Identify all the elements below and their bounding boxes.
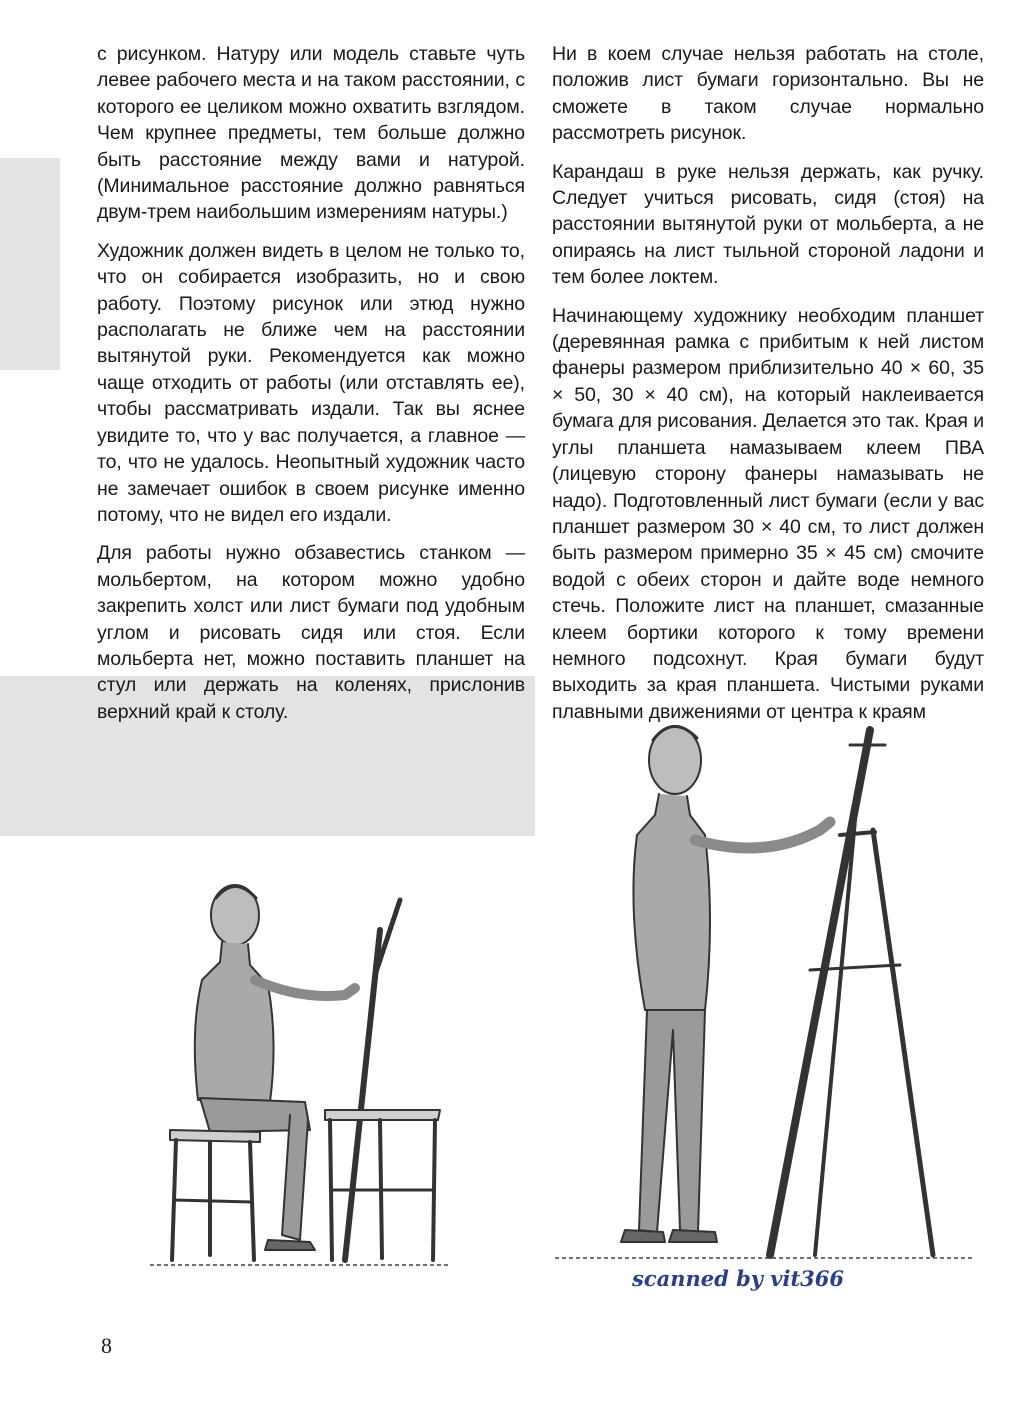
right-paragraph-3: Начинающему художнику необходим планшет (деревянная рамка с прибитым к ней листом фанеры размером приблизительно 40 × 60, 35 × 50, 30 × 40 см), на который наклеивается бумага для рисования. Делается это так. Края и углы планшета намазываем клеем ПВА (лицевую сторону фанеры намазывать не надо). Подготовленный лист бумаги (если у вас планшет размером 30 × 40 см, то лист должен быть размером примерно 35 × 45 см) смочите водой с обеих сторон и дайте воде немного стечь. Положите лист на планшет, смазанные клеем бортики которого к тому времени немного подсохнут. Края бумаги будут выходить за края планшета. Чистыми руками плавными движениями от центра к краям bbox=[552, 304, 984, 723]
left-column bbox=[97, 41, 525, 737]
scan-credit: scanned by vit366 bbox=[632, 1266, 845, 1291]
standing-artist-illustration bbox=[555, 710, 975, 1270]
seated-artist-illustration bbox=[150, 870, 470, 1270]
right-paragraph-1: Ни в коем случае нельзя работать на столе, положив лист бумаги горизонтально. Вы не сможете в таком случае нормально рассмотреть рисунок. bbox=[552, 43, 984, 145]
gray-band-top bbox=[0, 158, 60, 370]
page-number: 8 bbox=[101, 1333, 112, 1358]
right-column bbox=[552, 41, 984, 737]
left-paragraph-1: с рисунком. Натуру или модель ставьте чуть левее рабочего места и на таком расстоянии, с которого ее целиком можно охватить взглядом. Чем крупнее предметы, тем больше должно быть расстояние между вами и натурой. (Минимальное расстояние должно равняться двум-трем наибольшим измерениям натуры.) bbox=[97, 43, 525, 224]
left-paragraph-2: Художник должен видеть в целом не только то, что он собирается изобразить, но и свою работу. Поэтому рисунок или этюд нужно располагать не ближе чем на расстоянии вытянутой руки. Рекомендуется как можно чаще отходить от работы (или отставлять ее), чтобы рассматривать издали. Так вы яснее увидите то, что у вас получается, а главное — то, что не удалось. Неопытный художник часто не замечает ошибок в своем рисунке именно потому, что не видел его издали. bbox=[97, 239, 525, 526]
left-paragraph-3: Для работы нужно обзавестись станком — мольбертом, на котором можно удобно закрепить холст или лист бумаги под удобным углом и рисовать сидя или стоя. Если мольберта нет, можно поставить планшет на стул или держать на коленях, прислонив верхний край к столу. bbox=[97, 542, 525, 723]
right-paragraph-2: Карандаш в руке нельзя держать, как ручку. Следует учиться рисовать, сидя (стоя) на расстоянии вытянутой руки от мольберта, а не опираясь на лист тыльной стороной ладони и тем более локтем. bbox=[552, 160, 984, 289]
